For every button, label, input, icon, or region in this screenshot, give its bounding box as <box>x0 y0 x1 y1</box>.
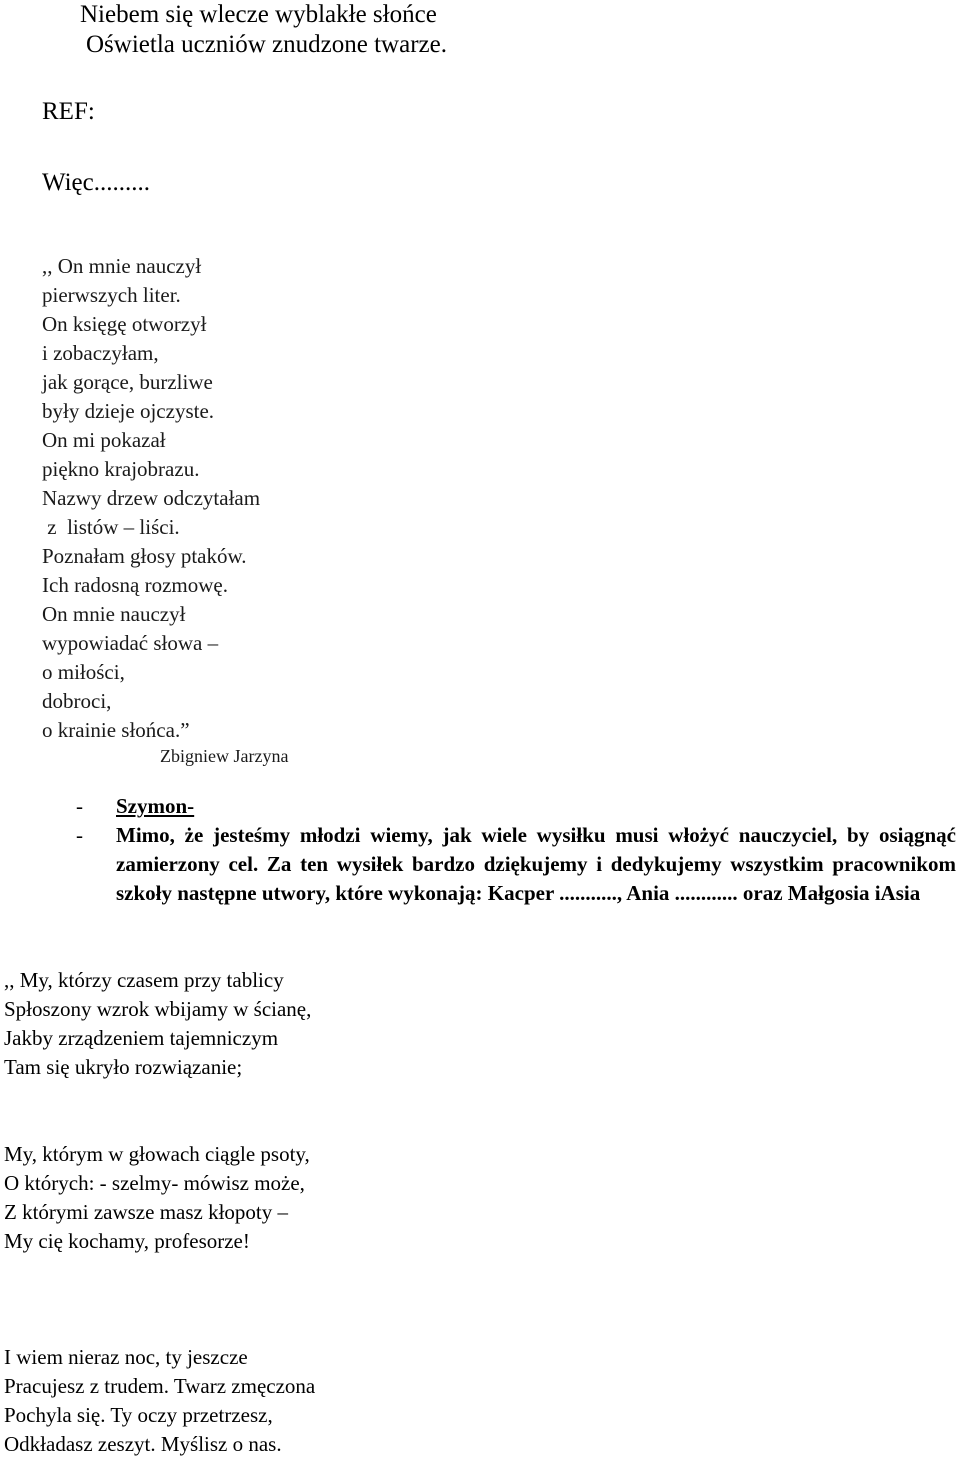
stanza-line: Pochyla się. Ty oczy przetrzesz, <box>4 1403 273 1427</box>
poem-line: z listów – liści. <box>42 515 180 539</box>
poem-line: Poznałam głosy ptaków. <box>42 544 247 568</box>
poem-line: jak gorące, burzliwe <box>42 370 213 394</box>
stanza-3 <box>4 1343 315 1459</box>
stanza-line: ,, My, którzy czasem przy tablicy <box>4 968 284 992</box>
poem-line: pierwszych liter. <box>42 283 181 307</box>
stanza-line: O których: - szelmy- mówisz może, <box>4 1171 305 1195</box>
stanza-2 <box>4 1140 310 1256</box>
poem-author: Zbigniew Jarzyna <box>160 746 289 766</box>
list-dash: - <box>76 823 83 847</box>
poem-line: i zobaczyłam, <box>42 341 159 365</box>
speech-row <box>76 821 956 908</box>
poem-line: On mi pokazał <box>42 428 166 452</box>
poem-line: piękno krajobrazu. <box>42 457 200 481</box>
stanza-1 <box>4 966 311 1082</box>
poem-line: Nazwy drzew odczytałam <box>42 486 261 510</box>
poem-line: On mnie nauczył <box>42 602 186 626</box>
poem-line: On księgę otworzył <box>42 312 207 336</box>
stanza-line: Odkładasz zeszyt. Myślisz o nas. <box>4 1432 282 1456</box>
poem-block <box>42 252 260 745</box>
stanza-line: My, którym w głowach ciągle psoty, <box>4 1142 310 1166</box>
poem-line: wypowiadać słowa – <box>42 631 219 655</box>
opening-line: Oświetla uczniów znudzone twarze. <box>86 31 447 58</box>
stanza-line: My cię kochamy, profesorze! <box>4 1229 250 1253</box>
opening-line: Niebem się wlecze wyblakłe słońce <box>80 1 437 28</box>
wiec-label: Więc......... <box>42 169 150 196</box>
stanza-line: I wiem nieraz noc, ty jeszcze <box>4 1345 248 1369</box>
list-dash: - <box>76 794 83 818</box>
poem-line: dobroci, <box>42 689 112 713</box>
stanza-line: Spłoszony wzrok wbijamy w ścianę, <box>4 997 312 1021</box>
opening-lines <box>80 0 447 60</box>
poem-line: ,, On mnie nauczył <box>42 254 202 278</box>
speech-text: Mimo, że jesteśmy młodzi wiemy, jak wiele wysiłku musi włożyć nauczyciel, by osiągnąć zamierzony cel. Za ten wysiłek bardzo dziękujemy i dedykujemy wszystkim pracownikom szkoły następne utwory, które wykonają: Kacper ..........., Ania ............ oraz Małgosia iAsia <box>116 823 956 905</box>
stanza-line: Pracujesz z trudem. Twarz zmęczona <box>4 1374 316 1398</box>
poem-line: Ich radosną rozmowę. <box>42 573 229 597</box>
poem-line: były dzieje ojczyste. <box>42 399 215 423</box>
poem-line: o krainie słońca.” <box>42 718 190 742</box>
speaker-name: Szymon- <box>116 794 195 818</box>
poem-line: o miłości, <box>42 660 125 684</box>
ref-label: REF: <box>42 98 95 125</box>
stanza-line: Tam się ukryło rozwiązanie; <box>4 1055 243 1079</box>
speaker-row <box>76 792 956 821</box>
stanza-line: Z którymi zawsze masz kłopoty – <box>4 1200 289 1224</box>
stanza-line: Jakby zrządzeniem tajemniczym <box>4 1026 279 1050</box>
speech-block <box>76 792 956 908</box>
